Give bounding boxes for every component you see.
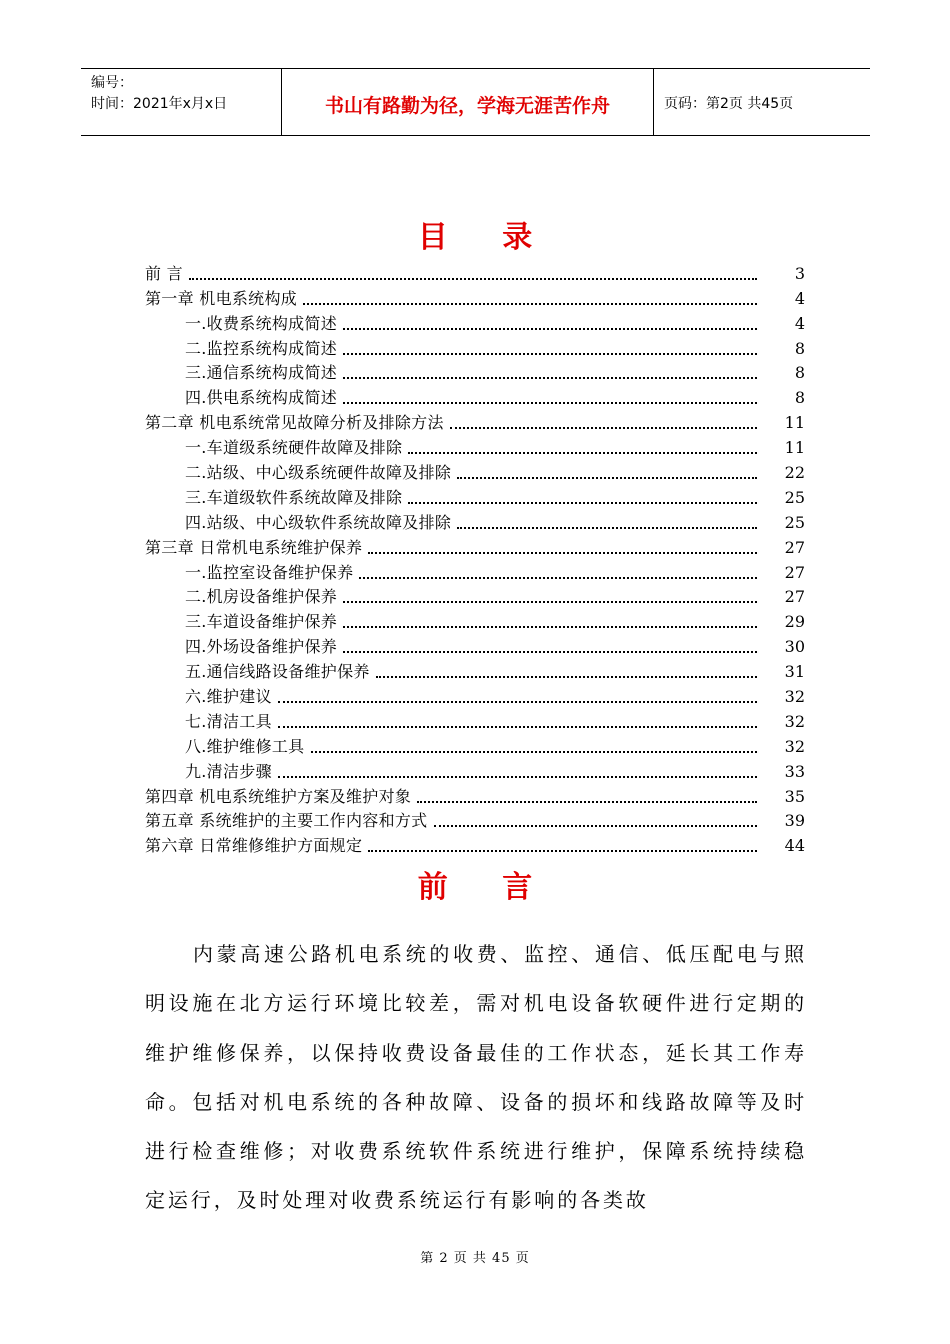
- toc-entry-label: 一.监控室设备维护保养: [185, 562, 354, 582]
- toc-entry[interactable]: [145, 807, 805, 832]
- header-page-info: 页码：第2页 共45页: [664, 96, 794, 112]
- toc-entry-page: 4: [794, 288, 805, 308]
- toc-entry-label: 前 言: [145, 263, 183, 283]
- toc-entry-label: 第一章 机电系统构成: [145, 288, 298, 308]
- toc-entry[interactable]: [145, 657, 805, 682]
- toc-leader-dots: [434, 825, 758, 827]
- page-header: [81, 68, 870, 136]
- toc-leader-dots: [278, 726, 757, 728]
- toc-entry-label: 七.清洁工具: [185, 711, 272, 731]
- toc-entry-page: 27: [784, 587, 805, 607]
- toc-entry[interactable]: [145, 334, 805, 359]
- toc-entry[interactable]: [145, 607, 805, 632]
- toc-entry-label: 三.通信系统构成简述: [185, 363, 338, 383]
- toc-entry-page: 8: [794, 388, 805, 408]
- toc-entry-page: 32: [784, 687, 805, 707]
- toc-entry[interactable]: [145, 458, 805, 483]
- toc-entry[interactable]: [145, 309, 805, 334]
- toc-entry[interactable]: [145, 682, 805, 707]
- toc-entry-label: 三.车道设备维护保养: [185, 612, 338, 632]
- toc-entry-label: 五.通信线路设备维护保养: [185, 662, 370, 682]
- toc-entry-label: 八.维护维修工具: [185, 736, 305, 756]
- toc-entry-label: 三.车道级软件系统故障及排除: [185, 487, 403, 507]
- toc-entry[interactable]: [145, 259, 805, 284]
- toc-entry[interactable]: [145, 533, 805, 558]
- toc-entry-label: 二.站级、中心级系统硬件故障及排除: [185, 463, 452, 483]
- toc-entry-page: 35: [784, 786, 805, 806]
- toc-entry-page: 33: [784, 761, 805, 781]
- toc-entry-page: 32: [784, 711, 805, 731]
- toc-entry-label: 一.收费系统构成简述: [185, 313, 338, 333]
- toc-entry-label: 第二章 机电系统常见故障分析及排除方法: [145, 413, 444, 433]
- toc-entry-page: 8: [794, 338, 805, 358]
- toc-entry[interactable]: [145, 732, 805, 757]
- toc-entry-label: 一.车道级系统硬件故障及排除: [185, 438, 403, 458]
- toc-entry-label: 四.外场设备维护保养: [185, 637, 338, 657]
- toc-entry[interactable]: [145, 583, 805, 608]
- time-label: 时间：2021年x月x日: [91, 96, 228, 112]
- toc-leader-dots: [417, 801, 757, 803]
- header-motto: 书山有路勤为径，学海无涯苦作舟: [282, 69, 654, 135]
- toc-entry-page: 32: [784, 736, 805, 756]
- toc-entry-page: 8: [794, 363, 805, 383]
- toc-entry[interactable]: [145, 707, 805, 732]
- toc-entry-page: 27: [784, 537, 805, 557]
- toc-leader-dots: [450, 427, 757, 429]
- toc-entry-label: 六.维护建议: [185, 687, 272, 707]
- toc-entry-page: 22: [784, 463, 805, 483]
- toc-entry-page: 11: [784, 438, 805, 458]
- toc-entry-page: 25: [784, 487, 805, 507]
- toc-leader-dots: [408, 502, 757, 504]
- toc-entry-page: 29: [784, 612, 805, 632]
- toc-entry[interactable]: [145, 831, 805, 856]
- toc-entry[interactable]: [145, 359, 805, 384]
- toc-leader-dots: [343, 626, 757, 628]
- toc-leader-dots: [343, 377, 757, 379]
- toc-entry-label: 九.清洁步骤: [185, 761, 272, 781]
- toc-entry-label: 第四章 机电系统维护方案及维护对象: [145, 786, 412, 806]
- preface-title: 前 言: [417, 870, 555, 905]
- toc-leader-dots: [457, 477, 757, 479]
- toc-leader-dots: [457, 527, 757, 529]
- toc-entry[interactable]: [145, 757, 805, 782]
- header-meta: [81, 69, 282, 135]
- toc-entry-label: 四.站级、中心级软件系统故障及排除: [185, 512, 452, 532]
- page-footer: 第 2 页 共 45 页: [420, 1251, 530, 1266]
- toc-entry-page: 3: [794, 263, 805, 283]
- toc-entry[interactable]: [145, 408, 805, 433]
- toc-leader-dots: [408, 452, 757, 454]
- toc-entry-page: 4: [794, 313, 805, 333]
- toc-entry-label: 第五章 系统维护的主要工作内容和方式: [145, 811, 428, 831]
- toc-entry-page: 30: [784, 637, 805, 657]
- toc-entry-label: 第六章 日常维修维护方面规定: [145, 836, 363, 856]
- toc-leader-dots: [359, 577, 757, 579]
- toc-leader-dots: [343, 651, 757, 653]
- toc-entry[interactable]: [145, 483, 805, 508]
- toc-entry-label: 二.监控系统构成简述: [185, 338, 338, 358]
- toc-entry[interactable]: [145, 632, 805, 657]
- toc-entry-page: 11: [784, 413, 805, 433]
- toc-leader-dots: [311, 751, 758, 753]
- toc-leader-dots: [278, 701, 757, 703]
- toc-entry[interactable]: [145, 558, 805, 583]
- toc-leader-dots: [343, 328, 757, 330]
- toc-leader-dots: [368, 850, 757, 852]
- toc-entry-page: 27: [784, 562, 805, 582]
- toc-leader-dots: [278, 776, 757, 778]
- toc-leader-dots: [343, 601, 757, 603]
- toc-entry[interactable]: [145, 383, 805, 408]
- toc-entry-page: 31: [784, 662, 805, 682]
- table-of-contents: [145, 259, 805, 856]
- toc-entry-label: 第三章 日常机电系统维护保养: [145, 537, 363, 557]
- toc-entry[interactable]: [145, 782, 805, 807]
- toc-leader-dots: [376, 676, 757, 678]
- toc-entry-label: 二.机房设备维护保养: [185, 587, 338, 607]
- number-label: 编号：: [91, 75, 133, 91]
- toc-entry[interactable]: [145, 284, 805, 309]
- toc-entry[interactable]: [145, 508, 805, 533]
- toc-leader-dots: [368, 552, 757, 554]
- toc-entry-page: 25: [784, 512, 805, 532]
- toc-leader-dots: [343, 402, 757, 404]
- toc-leader-dots: [303, 303, 757, 305]
- preface-body: 内蒙高速公路机电系统的收费、监控、通信、低压配电与照明设施在北方运行环境比较差，需对机电设备软硬件进行定期的维护维修保养，以保持收费设备最佳的工作状态，延长其工作寿命。包括对机电系统的各种故障、设备的损坏和线路故障等及时进行检查维修；对收费系统软件系统进行维护，保障系统持续稳定运行，及时处理对收费系统运行有影响的各类故: [145, 942, 807, 1213]
- toc-entry[interactable]: [145, 433, 805, 458]
- toc-leader-dots: [343, 353, 757, 355]
- toc-title: 目 录: [417, 220, 555, 255]
- toc-entry-page: 39: [784, 811, 805, 831]
- toc-entry-label: 四.供电系统构成简述: [185, 388, 338, 408]
- toc-entry-page: 44: [784, 836, 805, 856]
- toc-leader-dots: [189, 278, 757, 280]
